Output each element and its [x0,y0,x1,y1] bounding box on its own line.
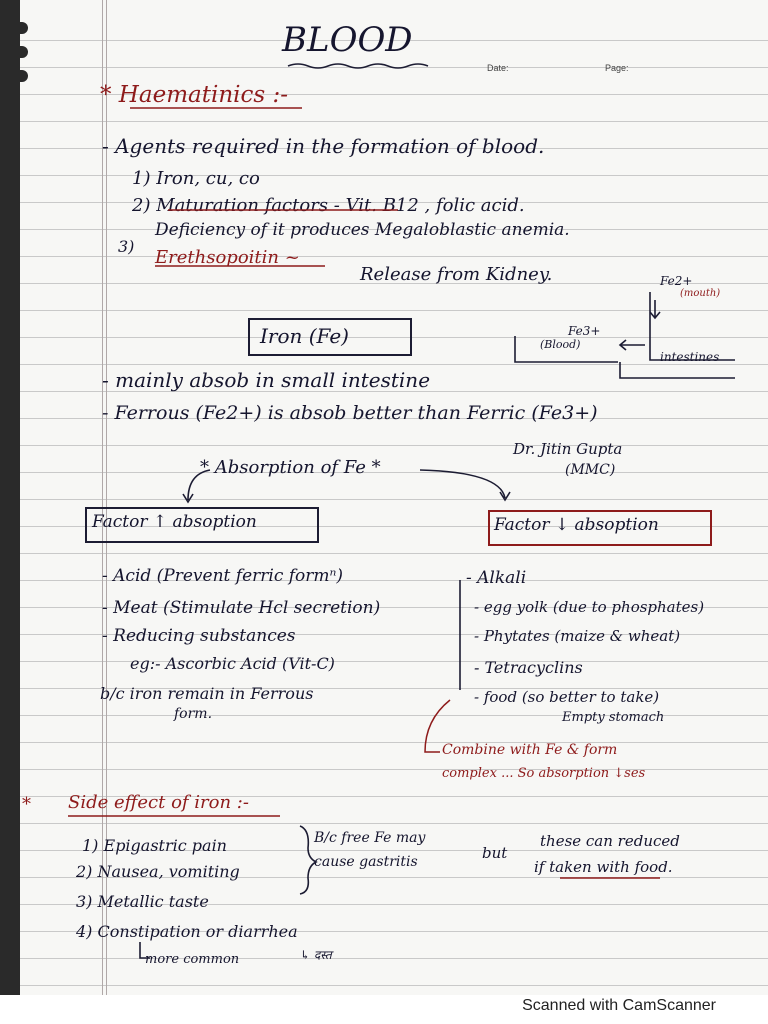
intestine-wall [620,362,735,378]
increase-item: eg:- Ascorbic Acid (Vit-C) [130,654,335,673]
haematinics-definition: - Agents required in the formation of blood. [102,134,545,158]
haematinics-heading: * Haematinics :- [100,82,288,108]
notebook-page [20,0,768,995]
arrow-icon [425,700,450,752]
increase-item: b/c iron remain in Ferrous [100,684,314,703]
scanner-footer [0,995,768,1024]
author-name: Dr. Jitin Gupta [513,440,623,458]
more-common-note: more common [145,952,240,967]
decrease-factor-label: Factor ↓ absoption [494,515,659,535]
increase-item: form. [174,706,213,722]
arrow-icon [420,470,510,500]
decrease-item: - egg yolk (due to phosphates) [474,598,705,616]
absorption-heading: * Absorption of Fe * [200,457,381,478]
increase-item: - Meat (Stimulate Hcl secretion) [102,598,381,618]
page-title: BLOOD [282,20,413,60]
side-effect-item: 3) Metallic taste [76,892,209,911]
but-label: but [482,844,508,862]
brace-note-2: cause gastritis [314,854,418,870]
page-label: Page: [605,63,629,73]
haematinics-item-2-note: Deficiency of it produces Megaloblastic anemia. [155,220,570,240]
increase-item: - Acid (Prevent ferric formⁿ) [102,566,344,586]
haematinics-item-2: 2) Maturation factors - Vit. B12 , folic acid. [132,195,525,216]
reduce-note-2: if taken with food. [534,858,673,876]
arrow-icon [650,300,660,318]
increase-item: - Reducing substances [102,626,296,646]
combine-note-2: complex ... So absorption ↓ses [442,766,646,781]
fe2-label: Fe2+ [660,274,693,288]
side-effect-item: 1) Epigastric pain [82,836,227,855]
arrow-icon [183,470,210,502]
annotation-strokes [20,0,768,995]
date-label: Date: [487,63,509,73]
arrow-icon [620,340,645,350]
haematinics-item-3-note: Release from Kidney. [360,264,553,285]
intestines-label: intestines [660,350,720,364]
haematinics-item-3: Erethsopoitin ~ [155,247,300,268]
hindi-note: ↳ दस्त [300,948,332,962]
fe3-label: Fe3+ [568,324,601,338]
title-underline [288,64,428,68]
decrease-item: - Alkali [466,568,527,588]
side-effects-star: * [22,794,31,815]
haematinics-item-3-num: 3) [118,237,135,256]
scanner-watermark: Scanned with CamScanner [522,997,716,1014]
haematinics-item-1: 1) Iron, cu, co [132,168,260,189]
intestine-wall [650,292,735,360]
combine-note: Combine with Fe & form [442,742,618,758]
intestine-wall [515,336,618,362]
decrease-item: - Tetracyclins [474,658,583,677]
fe2-note: (mouth) [680,288,721,299]
brace-note: B/c free Fe may [314,830,426,846]
decrease-item: Empty stomach [562,710,665,725]
author-sub: (MMC) [565,462,616,478]
arrow-icon [140,942,150,958]
iron-line-2: - Ferrous (Fe2+) is absob better than Ferric (Fe3+) [102,402,598,424]
increase-factor-label: Factor ↑ absoption [92,512,257,532]
side-effects-heading: Side effect of iron :- [68,792,249,813]
side-effect-item: 2) Nausea, vomiting [76,862,240,881]
fe3-note: (Blood) [540,338,581,351]
decrease-item: - Phytates (maize & wheat) [474,627,681,645]
side-effect-item: 4) Constipation or diarrhea [76,922,298,941]
decrease-item: - food (so better to take) [474,688,660,706]
iron-line-1: - mainly absob in small intestine [102,368,431,392]
brace [300,826,316,894]
iron-box-label: Iron (Fe) [260,324,349,348]
reduce-note: these can reduced [540,832,680,850]
